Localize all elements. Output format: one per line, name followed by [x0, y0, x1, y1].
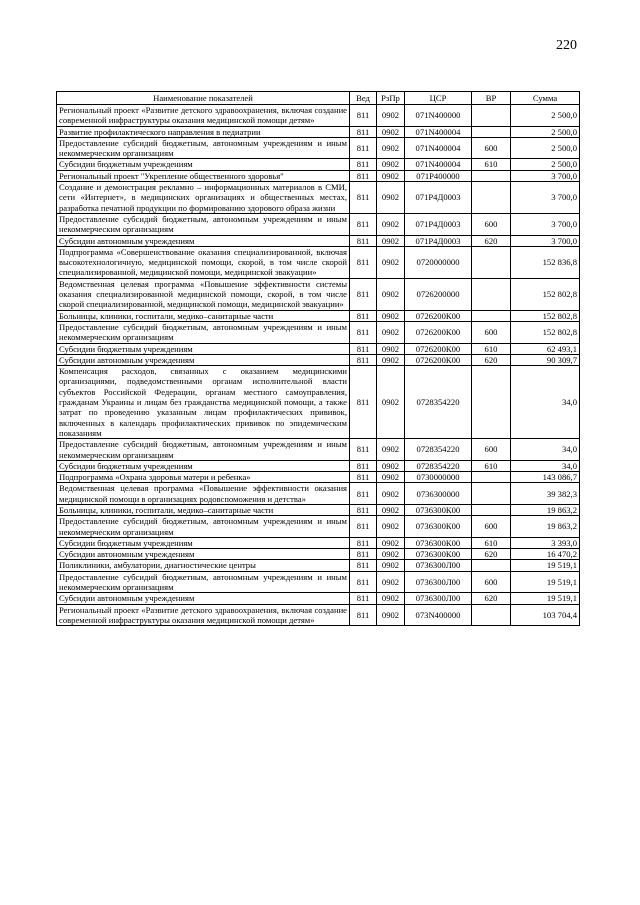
table-row [57, 439, 580, 461]
cell-csr: 0726200К00 [405, 310, 472, 321]
cell-rzpr: 0902 [377, 235, 405, 246]
cell-ved: 811 [350, 460, 377, 471]
cell-ved: 811 [350, 593, 377, 604]
cell-name: Поликлиники, амбулатории, диагностические центры [57, 560, 350, 571]
cell-name: Субсидии бюджетным учреждениям [57, 343, 350, 354]
cell-name: Больницы, клиники, госпитали, медико–санитарные части [57, 504, 350, 515]
cell-name: Региональный проект «Развитие детского здравоохранения, включая создание современной инфраструктуры оказания медицинской помощи детям» [57, 604, 350, 626]
cell-rzpr: 0902 [377, 321, 405, 343]
table-row [57, 182, 580, 214]
cell-name: Субсидии бюджетным учреждениям [57, 460, 350, 471]
cell-name: Ведомственная целевая программа «Повышение эффективности системы оказания специализированной медицинской помощи, скорой, в том числе скорой специализированной, медицинской помощи, медицинской эвакуации» [57, 278, 350, 310]
table-header-row [57, 92, 580, 105]
cell-vr: 620 [472, 593, 511, 604]
cell-csr: 0726200К00 [405, 343, 472, 354]
table-row [57, 460, 580, 471]
cell-name: Региональный проект "Укрепление общественного здоровья" [57, 170, 350, 181]
cell-ved: 811 [350, 159, 377, 170]
cell-sum: 2 500,0 [511, 159, 580, 170]
cell-rzpr: 0902 [377, 549, 405, 560]
cell-ved: 811 [350, 516, 377, 538]
header-vr: ВР [472, 92, 511, 105]
cell-ved: 811 [350, 472, 377, 483]
cell-ved: 811 [350, 343, 377, 354]
cell-name: Подпрограмма «Охрана здоровья матери и ребенка» [57, 472, 350, 483]
cell-rzpr: 0902 [377, 105, 405, 127]
cell-ved: 811 [350, 549, 377, 560]
cell-rzpr: 0902 [377, 571, 405, 593]
cell-name: Предоставление субсидий бюджетным, автономным учреждениям и иным некоммерческим организациям [57, 516, 350, 538]
cell-vr: 610 [472, 343, 511, 354]
cell-csr: 0736300К00 [405, 504, 472, 515]
cell-sum: 3 700,0 [511, 182, 580, 214]
cell-vr [472, 246, 511, 278]
cell-csr: 0720000000 [405, 246, 472, 278]
cell-vr: 610 [472, 460, 511, 471]
header-ved: Вед [350, 92, 377, 105]
cell-sum: 152 802,8 [511, 278, 580, 310]
cell-ved: 811 [350, 126, 377, 137]
cell-vr: 600 [472, 213, 511, 235]
cell-csr: 0736300К00 [405, 549, 472, 560]
cell-ved: 811 [350, 571, 377, 593]
cell-ved: 811 [350, 213, 377, 235]
cell-sum: 19 863,2 [511, 516, 580, 538]
cell-sum: 19 519,1 [511, 571, 580, 593]
table-row [57, 472, 580, 483]
cell-vr [472, 182, 511, 214]
table-row [57, 516, 580, 538]
cell-name: Создание и демонстрация рекламно – информационных материалов в СМИ, сети «Интернет», в медицинских организациях и общественных местах, разработка печатной продукции по формированию здорового образа жизни [57, 182, 350, 214]
table-row [57, 560, 580, 571]
cell-name: Развитие профилактического направления в педиатрии [57, 126, 350, 137]
cell-rzpr: 0902 [377, 472, 405, 483]
cell-name: Предоставление субсидий бюджетным, автономным учреждениям и иным некоммерческим организациям [57, 439, 350, 461]
cell-csr: 0730000000 [405, 472, 472, 483]
table-row [57, 278, 580, 310]
cell-csr: 071N400004 [405, 159, 472, 170]
cell-name: Больницы, клиники, госпитали, медико–санитарные части [57, 310, 350, 321]
page-number: 220 [556, 38, 577, 53]
cell-sum: 34,0 [511, 460, 580, 471]
cell-rzpr: 0902 [377, 366, 405, 439]
cell-rzpr: 0902 [377, 460, 405, 471]
table-row [57, 571, 580, 593]
cell-sum: 34,0 [511, 439, 580, 461]
cell-rzpr: 0902 [377, 343, 405, 354]
cell-csr: 0726200К00 [405, 354, 472, 365]
cell-rzpr: 0902 [377, 537, 405, 548]
table-row [57, 235, 580, 246]
cell-vr [472, 105, 511, 127]
cell-sum: 19 519,1 [511, 560, 580, 571]
table-body [57, 105, 580, 626]
cell-csr: 071P4Д0003 [405, 213, 472, 235]
cell-name: Ведомственная целевая программа «Повышение эффективности оказания медицинской помощи в организациях родовспоможения и детства» [57, 483, 350, 505]
cell-rzpr: 0902 [377, 504, 405, 515]
cell-csr: 0736300К00 [405, 537, 472, 548]
cell-sum: 152 836,8 [511, 246, 580, 278]
cell-rzpr: 0902 [377, 278, 405, 310]
cell-sum: 2 500,0 [511, 137, 580, 159]
cell-ved: 811 [350, 321, 377, 343]
cell-rzpr: 0902 [377, 246, 405, 278]
cell-ved: 811 [350, 182, 377, 214]
cell-name: Субсидии автономным учреждениям [57, 354, 350, 365]
cell-vr [472, 126, 511, 137]
cell-rzpr: 0902 [377, 516, 405, 538]
table-row [57, 170, 580, 181]
table-row [57, 593, 580, 604]
cell-ved: 811 [350, 483, 377, 505]
header-name: Наименование показателей [57, 92, 350, 105]
cell-name: Компенсация расходов, связанных с оказанием медицинскими организациями, подведомственными органам исполнительной власти субъектов Российской Федерации, органам местного самоуправления, гражданам Украины и лицам без гражданства медицинской помощи, а также затрат по проведению указанным лицам профилактических прививок, включенных в календарь профилактических прививок по эпидемическим показаниям [57, 366, 350, 439]
cell-ved: 811 [350, 105, 377, 127]
cell-vr: 600 [472, 571, 511, 593]
table-row [57, 126, 580, 137]
cell-name: Региональный проект «Развитие детского здравоохранения, включая создание современной инфраструктуры оказания медицинской помощи детям» [57, 105, 350, 127]
cell-vr: 610 [472, 537, 511, 548]
cell-sum: 3 393,0 [511, 537, 580, 548]
table-row [57, 159, 580, 170]
cell-name: Субсидии автономным учреждениям [57, 235, 350, 246]
cell-name: Субсидии бюджетным учреждениям [57, 159, 350, 170]
table-row [57, 321, 580, 343]
cell-rzpr: 0902 [377, 126, 405, 137]
header-csr: ЦСР [405, 92, 472, 105]
cell-sum: 16 470,2 [511, 549, 580, 560]
cell-ved: 811 [350, 537, 377, 548]
cell-sum: 152 802,8 [511, 310, 580, 321]
cell-ved: 811 [350, 278, 377, 310]
cell-name: Субсидии бюджетным учреждениям [57, 537, 350, 548]
cell-vr [472, 170, 511, 181]
cell-sum: 152 802,8 [511, 321, 580, 343]
cell-sum: 19 519,1 [511, 593, 580, 604]
cell-csr: 0736300000 [405, 483, 472, 505]
cell-name: Субсидии автономным учреждениям [57, 549, 350, 560]
table-row [57, 483, 580, 505]
cell-csr: 0728354220 [405, 366, 472, 439]
cell-sum: 3 700,0 [511, 213, 580, 235]
cell-vr [472, 278, 511, 310]
cell-csr: 0728354220 [405, 439, 472, 461]
table-row [57, 310, 580, 321]
cell-ved: 811 [350, 246, 377, 278]
cell-name: Подпрограмма «Совершенствование оказания специализированной, включая высокотехнологичную, медицинской помощи, скорой, в том числе скорой специализированной, медицинской помощи, медицинской эвакуации» [57, 246, 350, 278]
cell-sum: 2 500,0 [511, 105, 580, 127]
cell-vr: 600 [472, 439, 511, 461]
cell-vr [472, 472, 511, 483]
cell-csr: 0726200000 [405, 278, 472, 310]
cell-ved: 811 [350, 604, 377, 626]
cell-name: Предоставление субсидий бюджетным, автономным учреждениям и иным некоммерческим организациям [57, 571, 350, 593]
cell-rzpr: 0902 [377, 439, 405, 461]
cell-rzpr: 0902 [377, 159, 405, 170]
cell-sum: 143 086,7 [511, 472, 580, 483]
table-row [57, 549, 580, 560]
cell-vr [472, 310, 511, 321]
cell-ved: 811 [350, 170, 377, 181]
table-row [57, 105, 580, 127]
table-row [57, 137, 580, 159]
cell-csr: 0736300К00 [405, 516, 472, 538]
cell-rzpr: 0902 [377, 483, 405, 505]
cell-vr: 600 [472, 137, 511, 159]
cell-vr [472, 366, 511, 439]
cell-ved: 811 [350, 310, 377, 321]
table-row [57, 354, 580, 365]
cell-sum: 19 863,2 [511, 504, 580, 515]
table-row [57, 213, 580, 235]
cell-rzpr: 0902 [377, 604, 405, 626]
budget-table [56, 91, 580, 626]
cell-csr: 0726200К00 [405, 321, 472, 343]
cell-ved: 811 [350, 439, 377, 461]
cell-name: Предоставление субсидий бюджетным, автономным учреждениям и иным некоммерческим организациям [57, 137, 350, 159]
cell-name: Субсидии автономным учреждениям [57, 593, 350, 604]
cell-vr: 620 [472, 549, 511, 560]
cell-rzpr: 0902 [377, 213, 405, 235]
cell-rzpr: 0902 [377, 170, 405, 181]
cell-csr: 073N400000 [405, 604, 472, 626]
cell-csr: 071N400004 [405, 126, 472, 137]
cell-sum: 62 493,1 [511, 343, 580, 354]
cell-sum: 39 382,3 [511, 483, 580, 505]
header-rzpr: РзПр [377, 92, 405, 105]
cell-vr: 600 [472, 516, 511, 538]
cell-csr: 071P4Д0003 [405, 235, 472, 246]
cell-csr: 0728354220 [405, 460, 472, 471]
cell-ved: 811 [350, 354, 377, 365]
header-sum: Сумма [511, 92, 580, 105]
cell-vr: 620 [472, 235, 511, 246]
cell-vr [472, 504, 511, 515]
cell-name: Предоставление субсидий бюджетным, автономным учреждениям и иным некоммерческим организациям [57, 321, 350, 343]
cell-rzpr: 0902 [377, 310, 405, 321]
cell-vr: 620 [472, 354, 511, 365]
cell-rzpr: 0902 [377, 593, 405, 604]
table-row [57, 343, 580, 354]
cell-rzpr: 0902 [377, 560, 405, 571]
cell-vr: 610 [472, 159, 511, 170]
cell-csr: 0736300Л00 [405, 593, 472, 604]
table-row [57, 246, 580, 278]
cell-sum: 3 700,0 [511, 235, 580, 246]
cell-vr [472, 483, 511, 505]
cell-csr: 0736300Л00 [405, 560, 472, 571]
cell-csr: 071N400004 [405, 137, 472, 159]
table-row [57, 504, 580, 515]
cell-rzpr: 0902 [377, 137, 405, 159]
table-row [57, 366, 580, 439]
cell-rzpr: 0902 [377, 182, 405, 214]
cell-csr: 071N400000 [405, 105, 472, 127]
cell-sum: 103 704,4 [511, 604, 580, 626]
cell-ved: 811 [350, 504, 377, 515]
cell-csr: 0736300Л00 [405, 571, 472, 593]
table-row [57, 604, 580, 626]
cell-ved: 811 [350, 560, 377, 571]
cell-name: Предоставление субсидий бюджетным, автономным учреждениям и иным некоммерческим организациям [57, 213, 350, 235]
cell-ved: 811 [350, 235, 377, 246]
cell-vr: 600 [472, 321, 511, 343]
cell-rzpr: 0902 [377, 354, 405, 365]
cell-sum: 2 500,0 [511, 126, 580, 137]
cell-vr [472, 560, 511, 571]
cell-sum: 3 700,0 [511, 170, 580, 181]
table-row [57, 537, 580, 548]
cell-csr: 071P4Д0003 [405, 182, 472, 214]
cell-vr [472, 604, 511, 626]
cell-ved: 811 [350, 137, 377, 159]
cell-ved: 811 [350, 366, 377, 439]
cell-sum: 90 309,7 [511, 354, 580, 365]
cell-sum: 34,0 [511, 366, 580, 439]
cell-csr: 071P400000 [405, 170, 472, 181]
